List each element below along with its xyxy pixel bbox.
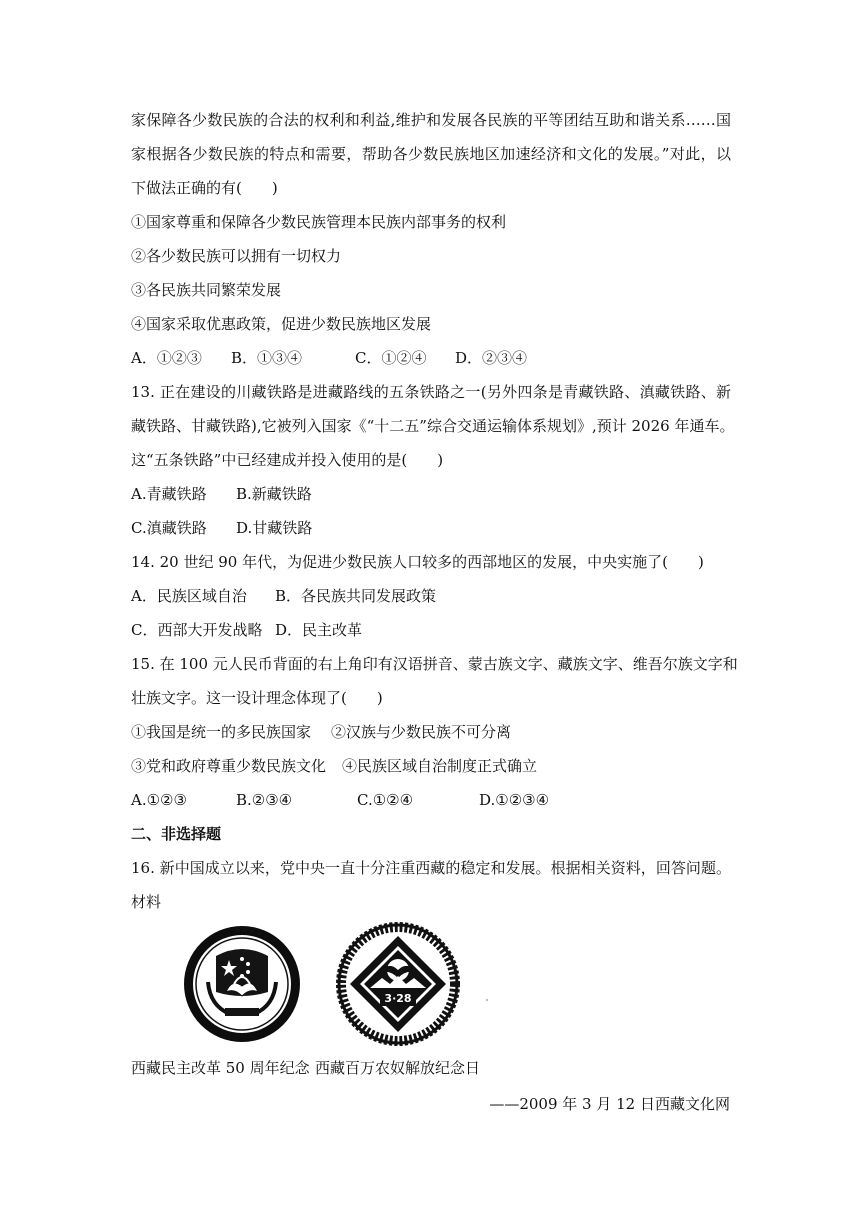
- passage-line-1: 家保障各少数民族的合法的权利和利益,维护和发展各民族的平等团结互助和谐关系……国: [131, 111, 731, 129]
- q13-option-c: C.滇藏铁路: [131, 519, 207, 537]
- q14-stem: 14. 20 世纪 90 年代，为促进少数民族人口较多的西部地区的发展，中央实施了( ): [131, 553, 704, 571]
- reform-anniversary-emblem: [180, 922, 304, 1046]
- q12-option-c: C．①②④: [355, 349, 427, 367]
- q12-option-b: B．①③④: [231, 349, 303, 367]
- q14-options-row-1: [131, 586, 731, 606]
- q15-option-a: A.①②③: [131, 791, 187, 809]
- q16-material-label: 材料: [131, 893, 162, 911]
- q13-option-d: D.甘藏铁路: [236, 519, 313, 537]
- emblem-date-3-28: 3·28: [384, 992, 412, 1005]
- q14-option-a: A．民族区域自治: [131, 587, 247, 605]
- q13-line-1: 13. 正在建设的川藏铁路是进藏路线的五条铁路之一(另外四条是青藏铁路、滇藏铁路、新: [131, 383, 731, 401]
- q15-option-d: D.①②③④: [479, 791, 550, 809]
- q14-option-c: C．西部大开发战略: [131, 621, 263, 639]
- scan-speck: [486, 999, 488, 1001]
- q15-statement-4: ④民族区域自治制度正式确立: [342, 757, 538, 775]
- q13-line-2: 藏铁路、甘藏铁路),它被列入国家《“十二五”综合交通运输体系规划》,预计 2026 年通车。: [131, 417, 735, 435]
- q12-statement-4: ④国家采取优惠政策，促进少数民族地区发展: [131, 315, 432, 333]
- q15-option-c: C.①②④: [357, 791, 414, 809]
- q13-options-row-2: [131, 518, 731, 538]
- q15-option-b: B.②③④: [236, 791, 293, 809]
- q13-option-b: B.新藏铁路: [236, 485, 312, 503]
- q15-options: [131, 790, 731, 810]
- caption-reform-anniversary: 西藏民主改革 50 周年纪念: [131, 1059, 310, 1077]
- source-citation: ——2009 年 3 月 12 日西藏文化网: [489, 1095, 730, 1113]
- q15-statement-2: ②汉族与少数民族不可分离: [331, 723, 512, 741]
- q13-option-a: A.青藏铁路: [131, 485, 207, 503]
- emblem-captions: [131, 1058, 731, 1078]
- emblem-number-50: 50: [235, 1021, 249, 1032]
- q15-line-2: 壮族文字。这一设计理念体现了( ): [131, 689, 383, 707]
- serf-emancipation-emblem: [336, 922, 460, 1046]
- q12-option-a: A．①②③: [131, 349, 202, 367]
- passage-line-3: 下做法正确的有( ): [131, 179, 278, 197]
- q12-option-d: D．②③④: [455, 349, 528, 367]
- q16-stem: 16. 新中国成立以来，党中央一直十分注重西藏的稳定和发展。根据相关资料，回答问题。: [131, 859, 731, 877]
- q15-statements-row-1: [131, 722, 731, 742]
- q14-option-d: D．民主改革: [275, 621, 363, 639]
- q15-statement-1: ①我国是统一的多民族国家: [131, 723, 312, 741]
- section-heading: 二、非选择题: [131, 825, 222, 843]
- q15-line-1: 15. 在 100 元人民币背面的右上角印有汉语拼音、蒙古族文字、藏族文字、维吾尔族文字和: [131, 655, 738, 673]
- q12-statement-2: ②各少数民族可以拥有一切权力: [131, 247, 342, 265]
- q12-options: [131, 348, 731, 368]
- passage-line-2: 家根据各少数民族的特点和需要，帮助各少数民族地区加速经济和文化的发展。”对此，以: [131, 145, 731, 163]
- q14-option-b: B．各民族共同发展政策: [275, 587, 437, 605]
- q13-line-3: 这“五条铁路”中已经建成并投入使用的是( ): [131, 451, 444, 469]
- q15-statement-3: ③党和政府尊重少数民族文化: [131, 757, 327, 775]
- q13-options-row-1: [131, 484, 731, 504]
- q14-options-row-2: [131, 620, 731, 640]
- q12-statement-1: ①国家尊重和保障各少数民族管理本民族内部事务的权利: [131, 213, 507, 231]
- q15-statements-row-2: [131, 756, 731, 776]
- caption-serf-emancipation: 西藏百万农奴解放纪念日: [315, 1059, 481, 1077]
- q12-statement-3: ③各民族共同繁荣发展: [131, 281, 282, 299]
